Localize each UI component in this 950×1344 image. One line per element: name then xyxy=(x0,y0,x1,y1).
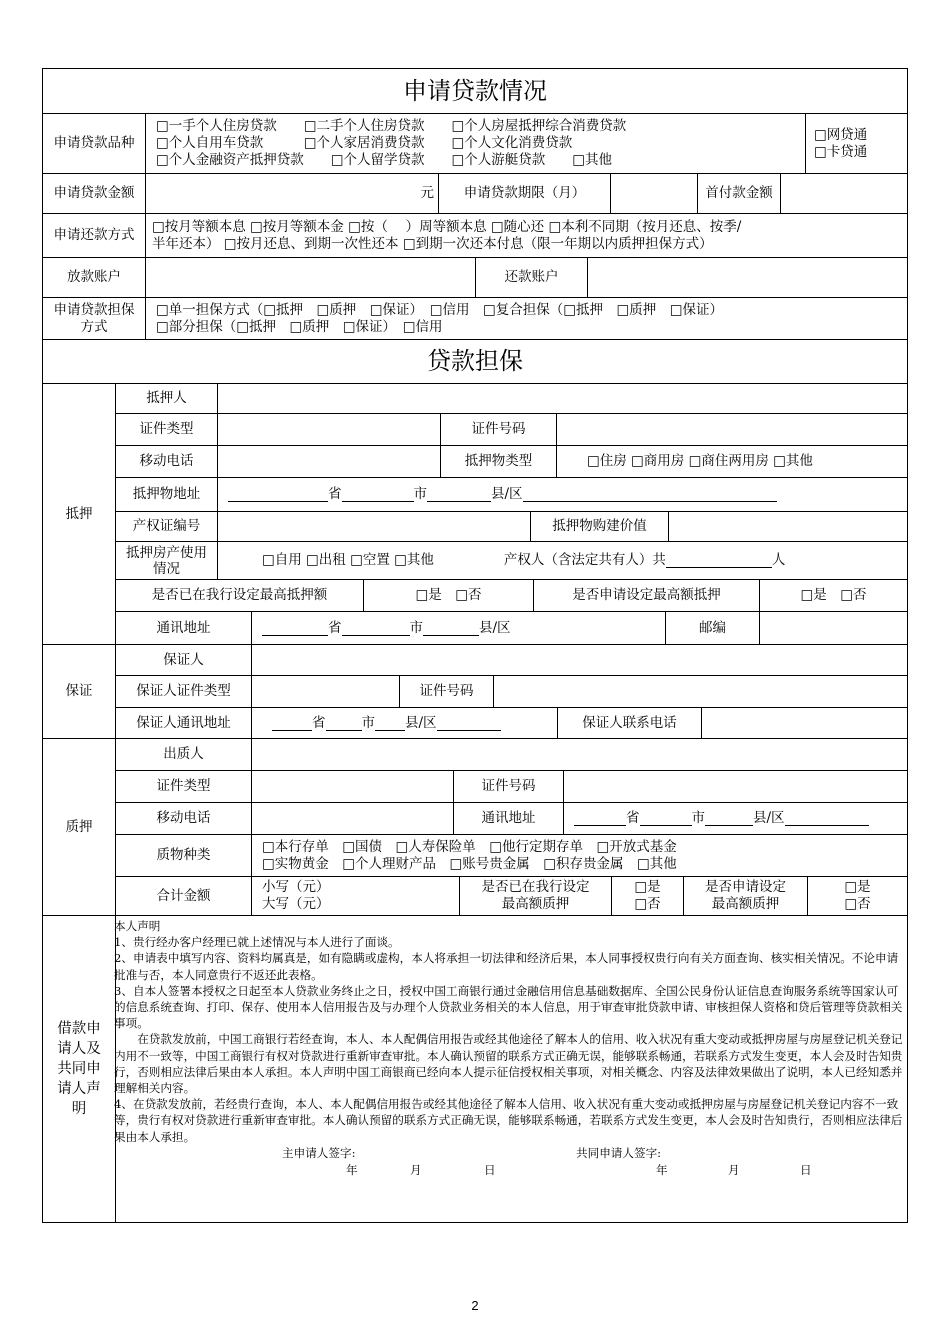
city-label: 市 xyxy=(413,486,427,502)
pledge-max-set-options[interactable] xyxy=(611,876,683,915)
page-number: 2 xyxy=(471,1298,479,1313)
purchase-value-input[interactable] xyxy=(668,511,907,541)
max-mortgage-set-question: 是否已在我行设定最高抵押额 xyxy=(115,579,363,611)
county-label: 县/区 xyxy=(479,619,511,636)
pledge-max-apply-q-line1: 是否申请设定 xyxy=(705,879,786,895)
property-cert-no-input[interactable] xyxy=(217,511,530,541)
pledge-kind-options[interactable] xyxy=(251,834,907,876)
guarantor-id-type-input[interactable] xyxy=(251,675,399,707)
owners-count-suffix: 人 xyxy=(771,552,786,568)
mortgage-section-label: 抵押 xyxy=(43,383,115,644)
mortgagor-id-type-input[interactable] xyxy=(217,413,440,445)
declaration-text xyxy=(114,918,904,1179)
declaration-item-1: 1、贵行经办客户经理已就上述情况与本人进行了面谈。 xyxy=(114,935,400,950)
mortgagor-mobile-label: 移动电话 xyxy=(115,445,217,477)
repayment-label: 申请还款方式 xyxy=(43,213,145,257)
property-usage-label: 抵押房产使用情况 xyxy=(115,541,217,579)
guarantor-mail-address-input[interactable] xyxy=(251,707,557,738)
main-applicant-sign-label[interactable]: 主申请人签字: xyxy=(282,1145,356,1160)
collateral-type-options[interactable]: □住房 □商用房 □商住两用房 □其他 xyxy=(556,445,907,477)
disburse-account-input[interactable] xyxy=(145,257,475,297)
mortgage-mail-address-label: 通讯地址 xyxy=(115,611,251,644)
collateral-address-label: 抵押物地址 xyxy=(115,477,217,511)
province-label: 省 xyxy=(626,810,640,826)
section-title-application: 申请贷款情况 xyxy=(403,76,547,105)
property-cert-no-label: 产权证编号 xyxy=(115,511,217,541)
mortgagor-label: 抵押人 xyxy=(115,383,217,413)
mortgagor-id-no-input[interactable] xyxy=(556,413,907,445)
guarantee-method-options[interactable] xyxy=(145,297,907,339)
pledge-max-set-no[interactable]: □否 xyxy=(634,896,661,912)
max-mortgage-set-options[interactable]: □是 □否 xyxy=(363,579,533,611)
disburse-account-label: 放款账户 xyxy=(43,257,145,297)
repayment-line2[interactable]: 半年还本） □按月还息、到期一次性还本 □到期一次还本付息（限一年期以内质押担保方式） xyxy=(152,235,713,252)
guarantor-mail-address-label: 保证人通讯地址 xyxy=(115,707,251,738)
total-amount-input[interactable] xyxy=(251,876,459,915)
surety-section-label: 保证 xyxy=(43,644,115,738)
city-label: 市 xyxy=(361,714,375,731)
co-sign-month: 月 xyxy=(728,1162,740,1177)
pledge-max-apply-options[interactable] xyxy=(807,876,907,915)
declaration-item-3: 3、自本人签署本授权之日起至本人贷款业务终止之日，授权中国工商银行通过金融信用信息基础数据库、全国公民身份认证信息查询服务系统等国家认可的信息系统查询、打印、保存、使用本人信用报告及与办理个人贷款业务相关的本人信息，用于审查审批贷款申请、审核担保人资格和贷后管理等贷款相关事项。 xyxy=(114,983,903,1031)
county-label: 县/区 xyxy=(491,486,523,502)
co-sign-day: 日 xyxy=(800,1162,812,1177)
channel-kadaitong-checkbox[interactable]: □卡贷通 xyxy=(814,143,868,160)
signature-area xyxy=(114,1145,904,1179)
pledge-max-set-yes[interactable]: □是 xyxy=(634,879,661,895)
pledge-max-set-q-line1: 是否已在我行设定 xyxy=(481,879,590,895)
mortgage-mail-address-input[interactable] xyxy=(251,611,665,644)
loan-channel-options[interactable] xyxy=(805,113,907,173)
declaration-item-2: 2、申请表中填写内容、资料均属真是，如有隐瞒或虚构，本人将承担一切法律和经济后果，本人同事授权贵行向有关方面查询、核实相关情况。不论申请批准与否，本人同意贵行不返还此表格。 xyxy=(114,951,899,982)
co-sign-year: 年 xyxy=(656,1162,668,1177)
county-label: 县/区 xyxy=(405,714,437,731)
loan-type-line2[interactable]: □个人自用车贷款 □个人家居消费贷款 □个人文化消费贷款 xyxy=(156,135,573,151)
pledgor-mobile-label: 移动电话 xyxy=(115,802,251,834)
guarantee-method-label: 申请贷款担保方式 xyxy=(43,297,145,339)
pledge-max-apply-question xyxy=(683,876,807,915)
main-sign-year: 年 xyxy=(346,1162,358,1177)
pledgor-mail-address-input[interactable] xyxy=(563,802,907,834)
pledgor-id-type-input[interactable] xyxy=(251,770,453,802)
main-sign-day: 日 xyxy=(484,1162,496,1177)
repayment-line1[interactable]: □按月等额本息 □按月等额本金 □按（ ）周等额本息 □随心还 □本利不同期（按月还息、按季/ xyxy=(152,218,742,235)
loan-amount-input[interactable] xyxy=(145,173,438,213)
guarantor-label: 保证人 xyxy=(115,644,251,675)
amount-unit: 元 xyxy=(420,185,434,201)
city-label: 市 xyxy=(409,619,423,636)
collateral-address-input[interactable] xyxy=(217,477,907,511)
declaration-section-label: 借款申请人及共同申请人声明 xyxy=(43,915,115,1222)
guarantor-phone-label: 保证人联系电话 xyxy=(557,707,701,738)
mortgagor-id-type-label: 证件类型 xyxy=(115,413,217,445)
loan-type-label: 申请贷款品种 xyxy=(43,113,145,173)
postcode-label: 邮编 xyxy=(665,611,759,644)
declaration-item-4: 4、在贷款发放前，若经贵行查询，本人、本人配偶信用报告或经其他途径了解本人信用、收入状况有重大变动或抵押房屋与房屋登记机关登记内容不一致等，贵行有权对贷款进行重新审查审批。本人确认预留的联系方式正确无误，能够联系畅通，若联系方式发生变更，本人会及时告知贵行，否则相应法律后果由本人承担。 xyxy=(114,1097,903,1144)
max-mortgage-apply-question: 是否申请设定最高额抵押 xyxy=(533,579,759,611)
loan-term-label: 申请贷款期限（月） xyxy=(438,173,610,213)
declaration-item-3b: 在贷款发放前，中国工商银行若经查询，本人、本人配偶信用报告或经其他途径了解本人的信用、收入状况有重大变动或抵押房屋与房屋登记机关登记内用不一致等，中国工商银行有权对贷款进行重新审查审批。本人确认预留的联系方式正确无误，能够联系畅通，若联系方式发生变更，本人会及时告知贵行，否则相应法律后果由本人承担。本人声明中国工商银商已经向本人提示征信授权相关事项，对相关概念、内容及法律效果做出了说明，本人已经知悉并理解相关内容。 xyxy=(114,1032,903,1096)
pledge-kind-line1[interactable]: □本行存单 □国债 □人寿保险单 □他行定期存单 □开放式基金 xyxy=(262,838,677,855)
guarantor-id-no-input[interactable] xyxy=(493,675,907,707)
total-amount-label: 合计金额 xyxy=(115,876,251,915)
guarantor-id-no-label: 证件号码 xyxy=(399,675,493,707)
pledge-max-apply-yes[interactable]: □是 xyxy=(844,879,871,895)
pledge-kind-label: 质物种类 xyxy=(115,834,251,876)
pledge-max-apply-no[interactable]: □否 xyxy=(844,896,871,912)
pledge-kind-line2[interactable]: □实物黄金 □个人理财产品 □账号贵金属 □积存贵金属 □其他 xyxy=(262,855,677,872)
pledgor-mail-label: 通讯地址 xyxy=(453,802,563,834)
amount-big-label: 大写（元） xyxy=(262,896,330,912)
repay-account-label: 还款账户 xyxy=(475,257,587,297)
pledgor-id-type-label: 证件类型 xyxy=(115,770,251,802)
loan-amount-label: 申请贷款金额 xyxy=(43,173,145,213)
province-label: 省 xyxy=(328,486,342,502)
pledge-section-label: 质押 xyxy=(43,738,115,915)
guarantor-id-type-label: 保证人证件类型 xyxy=(115,675,251,707)
owners-count-input[interactable] xyxy=(666,553,772,568)
guarantor-input[interactable] xyxy=(251,644,907,675)
pledgor-mobile-input[interactable] xyxy=(251,802,453,834)
county-label: 县/区 xyxy=(753,810,785,826)
repay-account-input[interactable] xyxy=(587,257,907,297)
pledgor-input[interactable] xyxy=(251,738,907,770)
loan-type-line3[interactable]: □个人金融资产抵押贷款 □个人留学贷款 □个人游艇贷款 □其他 xyxy=(156,152,613,168)
guarantee-method-line2[interactable]: □部分担保（□抵押 □质押 □保证） □信用 xyxy=(156,318,443,335)
owners-count-prefix: 产权人（含法定共有人）共 xyxy=(503,552,666,568)
declaration-heading: 本人声明 xyxy=(114,919,161,933)
loan-type-line1[interactable]: □一手个人住房贷款 □二手个人住房贷款 □个人房屋抵押综合消费贷款 xyxy=(156,118,627,134)
property-usage-options[interactable]: □自用 □出租 □空置 □其他 xyxy=(262,552,434,568)
mortgagor-input[interactable] xyxy=(217,383,907,413)
guarantee-method-line1[interactable]: □单一担保方式（□抵押 □质押 □保证） □信用 □复合担保（□抵押 □质押 □保证） xyxy=(156,301,724,318)
pledgor-id-no-label: 证件号码 xyxy=(453,770,563,802)
down-payment-input[interactable] xyxy=(780,173,907,213)
postcode-input[interactable] xyxy=(759,611,907,644)
mortgagor-id-no-label: 证件号码 xyxy=(440,413,556,445)
repayment-options[interactable] xyxy=(145,213,907,257)
pledge-max-apply-q-line2: 最高额质押 xyxy=(711,896,780,912)
province-label: 省 xyxy=(328,619,342,636)
property-usage-row xyxy=(217,541,907,579)
city-label: 市 xyxy=(691,810,705,826)
guarantor-phone-input[interactable] xyxy=(701,707,907,738)
down-payment-label: 首付款金额 xyxy=(697,173,780,213)
province-label: 省 xyxy=(312,714,326,731)
pledge-max-set-question xyxy=(459,876,611,915)
collateral-type-label: 抵押物类型 xyxy=(440,445,556,477)
amount-small-label: 小写（元） xyxy=(262,879,330,895)
loan-term-input[interactable] xyxy=(610,173,697,213)
pledgor-id-no-input[interactable] xyxy=(563,770,907,802)
channel-wangdaitong-checkbox[interactable]: □网贷通 xyxy=(814,126,868,143)
max-mortgage-apply-options[interactable]: □是 □否 xyxy=(759,579,907,611)
loan-type-options[interactable] xyxy=(145,113,805,173)
pledge-max-set-q-line2: 最高额质押 xyxy=(501,896,570,912)
pledgor-label: 出质人 xyxy=(115,738,251,770)
mortgagor-mobile-input[interactable] xyxy=(217,445,440,477)
purchase-value-label: 抵押物购建价值 xyxy=(530,511,668,541)
main-sign-month: 月 xyxy=(410,1162,422,1177)
section-title-guarantee: 贷款担保 xyxy=(43,339,907,383)
co-applicant-sign-label[interactable]: 共同申请人签字: xyxy=(576,1145,662,1160)
